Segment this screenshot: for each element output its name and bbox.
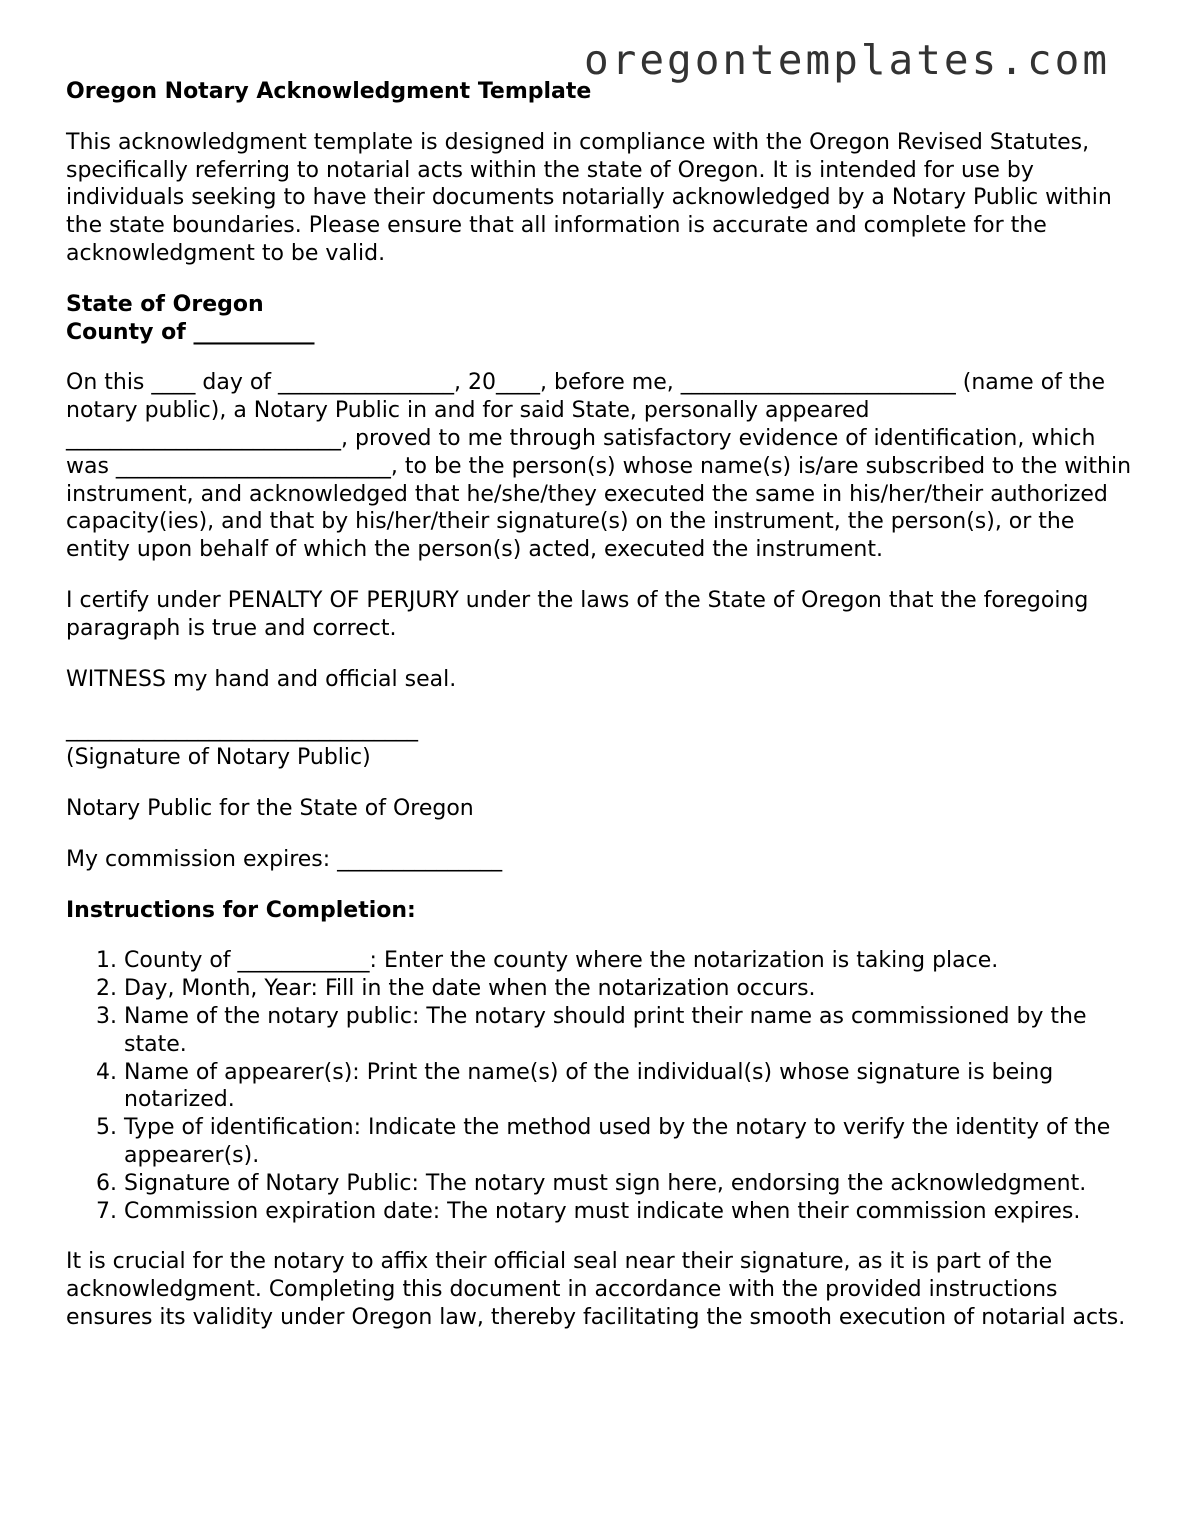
instruction-item: 7. Commission expiration date: The notary must indicate when their commission expires.: [124, 1198, 1136, 1226]
instruction-item: 6. Signature of Notary Public: The notary must sign here, endorsing the acknowledgment.: [124, 1170, 1136, 1198]
witness-line: WITNESS my hand and official seal.: [66, 666, 457, 692]
signature-line: ________________________________: [66, 717, 418, 743]
instruction-item: 2. Day, Month, Year: Fill in the date when the notarization occurs.: [124, 975, 1136, 1003]
venue-state: State of Oregon: [66, 291, 264, 317]
instructions-list: [66, 947, 1136, 1225]
certify-paragraph: I certify under PENALTY OF PERJURY under the laws of the State of Oregon that the foregoing paragraph is true and correct.: [66, 587, 1089, 641]
venue-county: County of ___________: [66, 319, 315, 345]
instruction-item: 1. County of ____________: Enter the county where the notarization is taking place.: [124, 947, 1136, 975]
instructions-heading: Instructions for Completion:: [66, 897, 416, 923]
signature-label: (Signature of Notary Public): [66, 745, 371, 771]
closing-paragraph: It is crucial for the notary to affix their official seal near their signature, as it is part of the acknowledgment. Completing this document in accordance with the provided instructions ensures its validity under Oregon law, thereby facilitating the smooth execution of notarial acts.: [66, 1249, 1126, 1330]
document-page: [66, 78, 1136, 1355]
venue-block: [66, 291, 1136, 347]
intro-paragraph: This acknowledgment template is designed in compliance with the Oregon Revised Statutes, specifically referring to notarial acts within the state of Oregon. It is intended for use by individuals seeking to have their documents notarially acknowledged by a Notary Public within the state boundaries. Please ensure that all information is accurate and complete for the acknowledgment to be valid.: [66, 129, 1112, 266]
document-title: Oregon Notary Acknowledgment Template: [66, 79, 592, 104]
instruction-item: 3. Name of the notary public: The notary should print their name as commissioned by the state.: [124, 1003, 1136, 1059]
site-watermark: oregontemplates.com: [584, 36, 1110, 84]
acknowledgment-paragraph: On this ____ day of ________________, 20____, before me, _________________________ (name of the notary public), a Notary Public in and for said State, personally appeared _________________________, proved to me through satisfactory evidence of identification, which was _________________________, to be the person(s) whose name(s) is/are subscribed to the within instrument, and acknowledged that he/she/they executed the same in his/her/their authorized capacity(ies), and that by his/her/their signature(s) on the instrument, the person(s), or the entity upon behalf of which the person(s) acted, executed the instrument.: [66, 370, 1132, 563]
signature-block: [66, 716, 1136, 772]
notary-for-line: Notary Public for the State of Oregon: [66, 795, 474, 821]
instruction-item: 5. Type of identification: Indicate the method used by the notary to verify the identity of the appearer(s).: [124, 1114, 1136, 1170]
instruction-item: 4. Name of appearer(s): Print the name(s) of the individual(s) whose signature is being notarized.: [124, 1059, 1136, 1115]
commission-line: My commission expires: _______________: [66, 846, 503, 872]
